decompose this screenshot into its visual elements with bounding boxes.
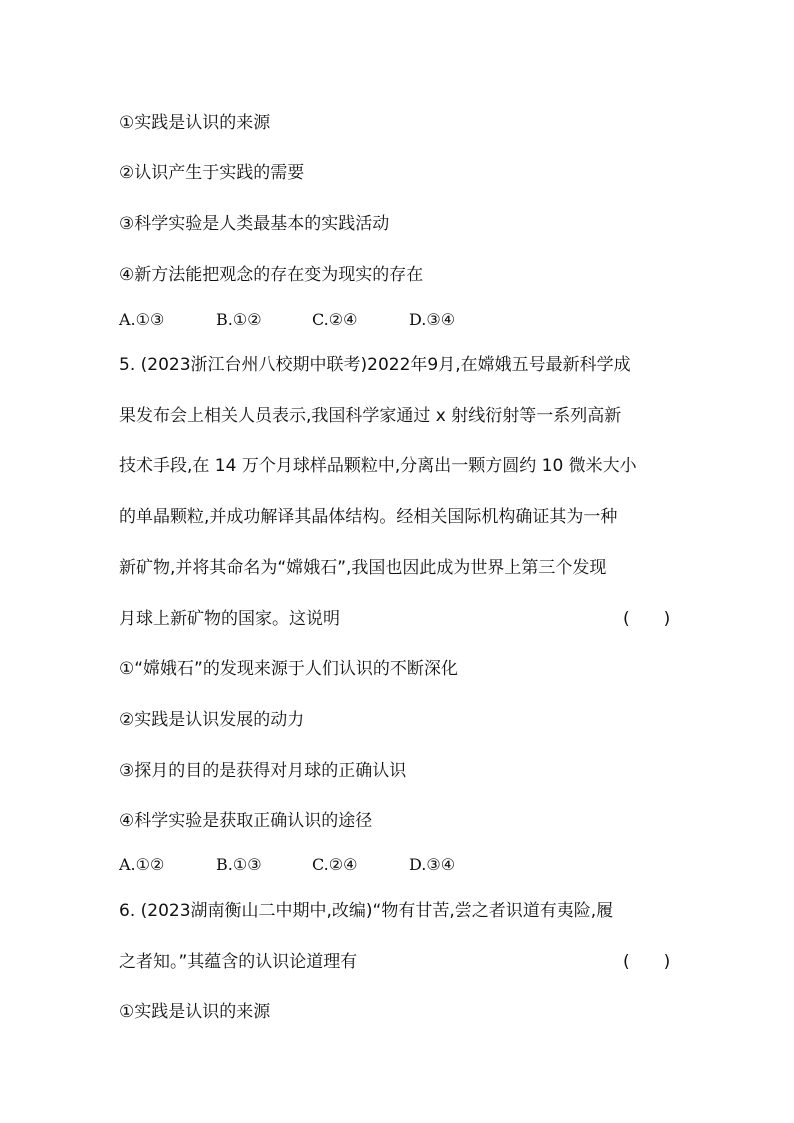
q5-statement-3: ③探月的目的是获得对月球的正确认识 [119,761,407,781]
q5-line-1: 5. (2023浙江台州八校期中联考)2022年9月,在嫦娥五号最新科学成 [119,355,631,375]
q6-line-2: 之者知。”其蕴含的认识论道理有 [119,952,358,972]
statement-1: ①实践是认识的来源 [119,113,271,133]
q5-statement-4: ④科学实验是获取正确认识的途径 [119,811,373,831]
statement-3: ③科学实验是人类最基本的实践活动 [119,214,390,234]
statement-2: ②认识产生于实践的需要 [119,163,305,183]
q5-line-5: 新矿物,并将其命名为“嫦娥石”,我国也因此成为世界上第三个发现 [119,558,607,578]
statement-4: ④新方法能把观念的存在变为现实的存在 [119,265,424,285]
q5-option-a[interactable]: A.①② [119,855,165,874]
q5-option-d[interactable]: D.③④ [409,855,456,874]
answer-options [119,308,456,332]
q5-line-2: 果发布会上相关人员表示,我国科学家通过 x 射线衍射等一系列高新 [119,406,622,426]
option-c[interactable]: C.②④ [312,310,358,329]
q5-answer-blank[interactable]: ( ) [623,609,671,629]
q5-option-b[interactable]: B.①③ [216,855,262,874]
option-d[interactable]: D.③④ [409,310,456,329]
q6-statement-1: ①实践是认识的来源 [119,1002,271,1022]
q5-statement-2: ②实践是认识发展的动力 [119,710,305,730]
q6-line-1: 6. (2023湖南衡山二中期中,改编)“物有甘苦,尝之者识道有夷险,履 [119,901,614,921]
q6-answer-blank[interactable]: ( ) [623,952,671,972]
q5-line-6: 月球上新矿物的国家。这说明 [119,609,340,629]
q5-option-c[interactable]: C.②④ [312,855,358,874]
q5-line-3: 技术手段,在 14 万个月球样品颗粒中,分离出一颗方圆约 10 微米大小 [119,456,637,476]
q5-line-4: 的单晶颗粒,并成功解译其晶体结构。经相关国际机构确证其为一种 [119,507,618,527]
q5-answer-options [119,853,456,877]
q5-statement-1: ①“嫦娥石”的发现来源于人们认识的不断深化 [119,659,458,679]
option-b[interactable]: B.①② [216,310,262,329]
option-a[interactable]: A.①③ [119,310,165,329]
